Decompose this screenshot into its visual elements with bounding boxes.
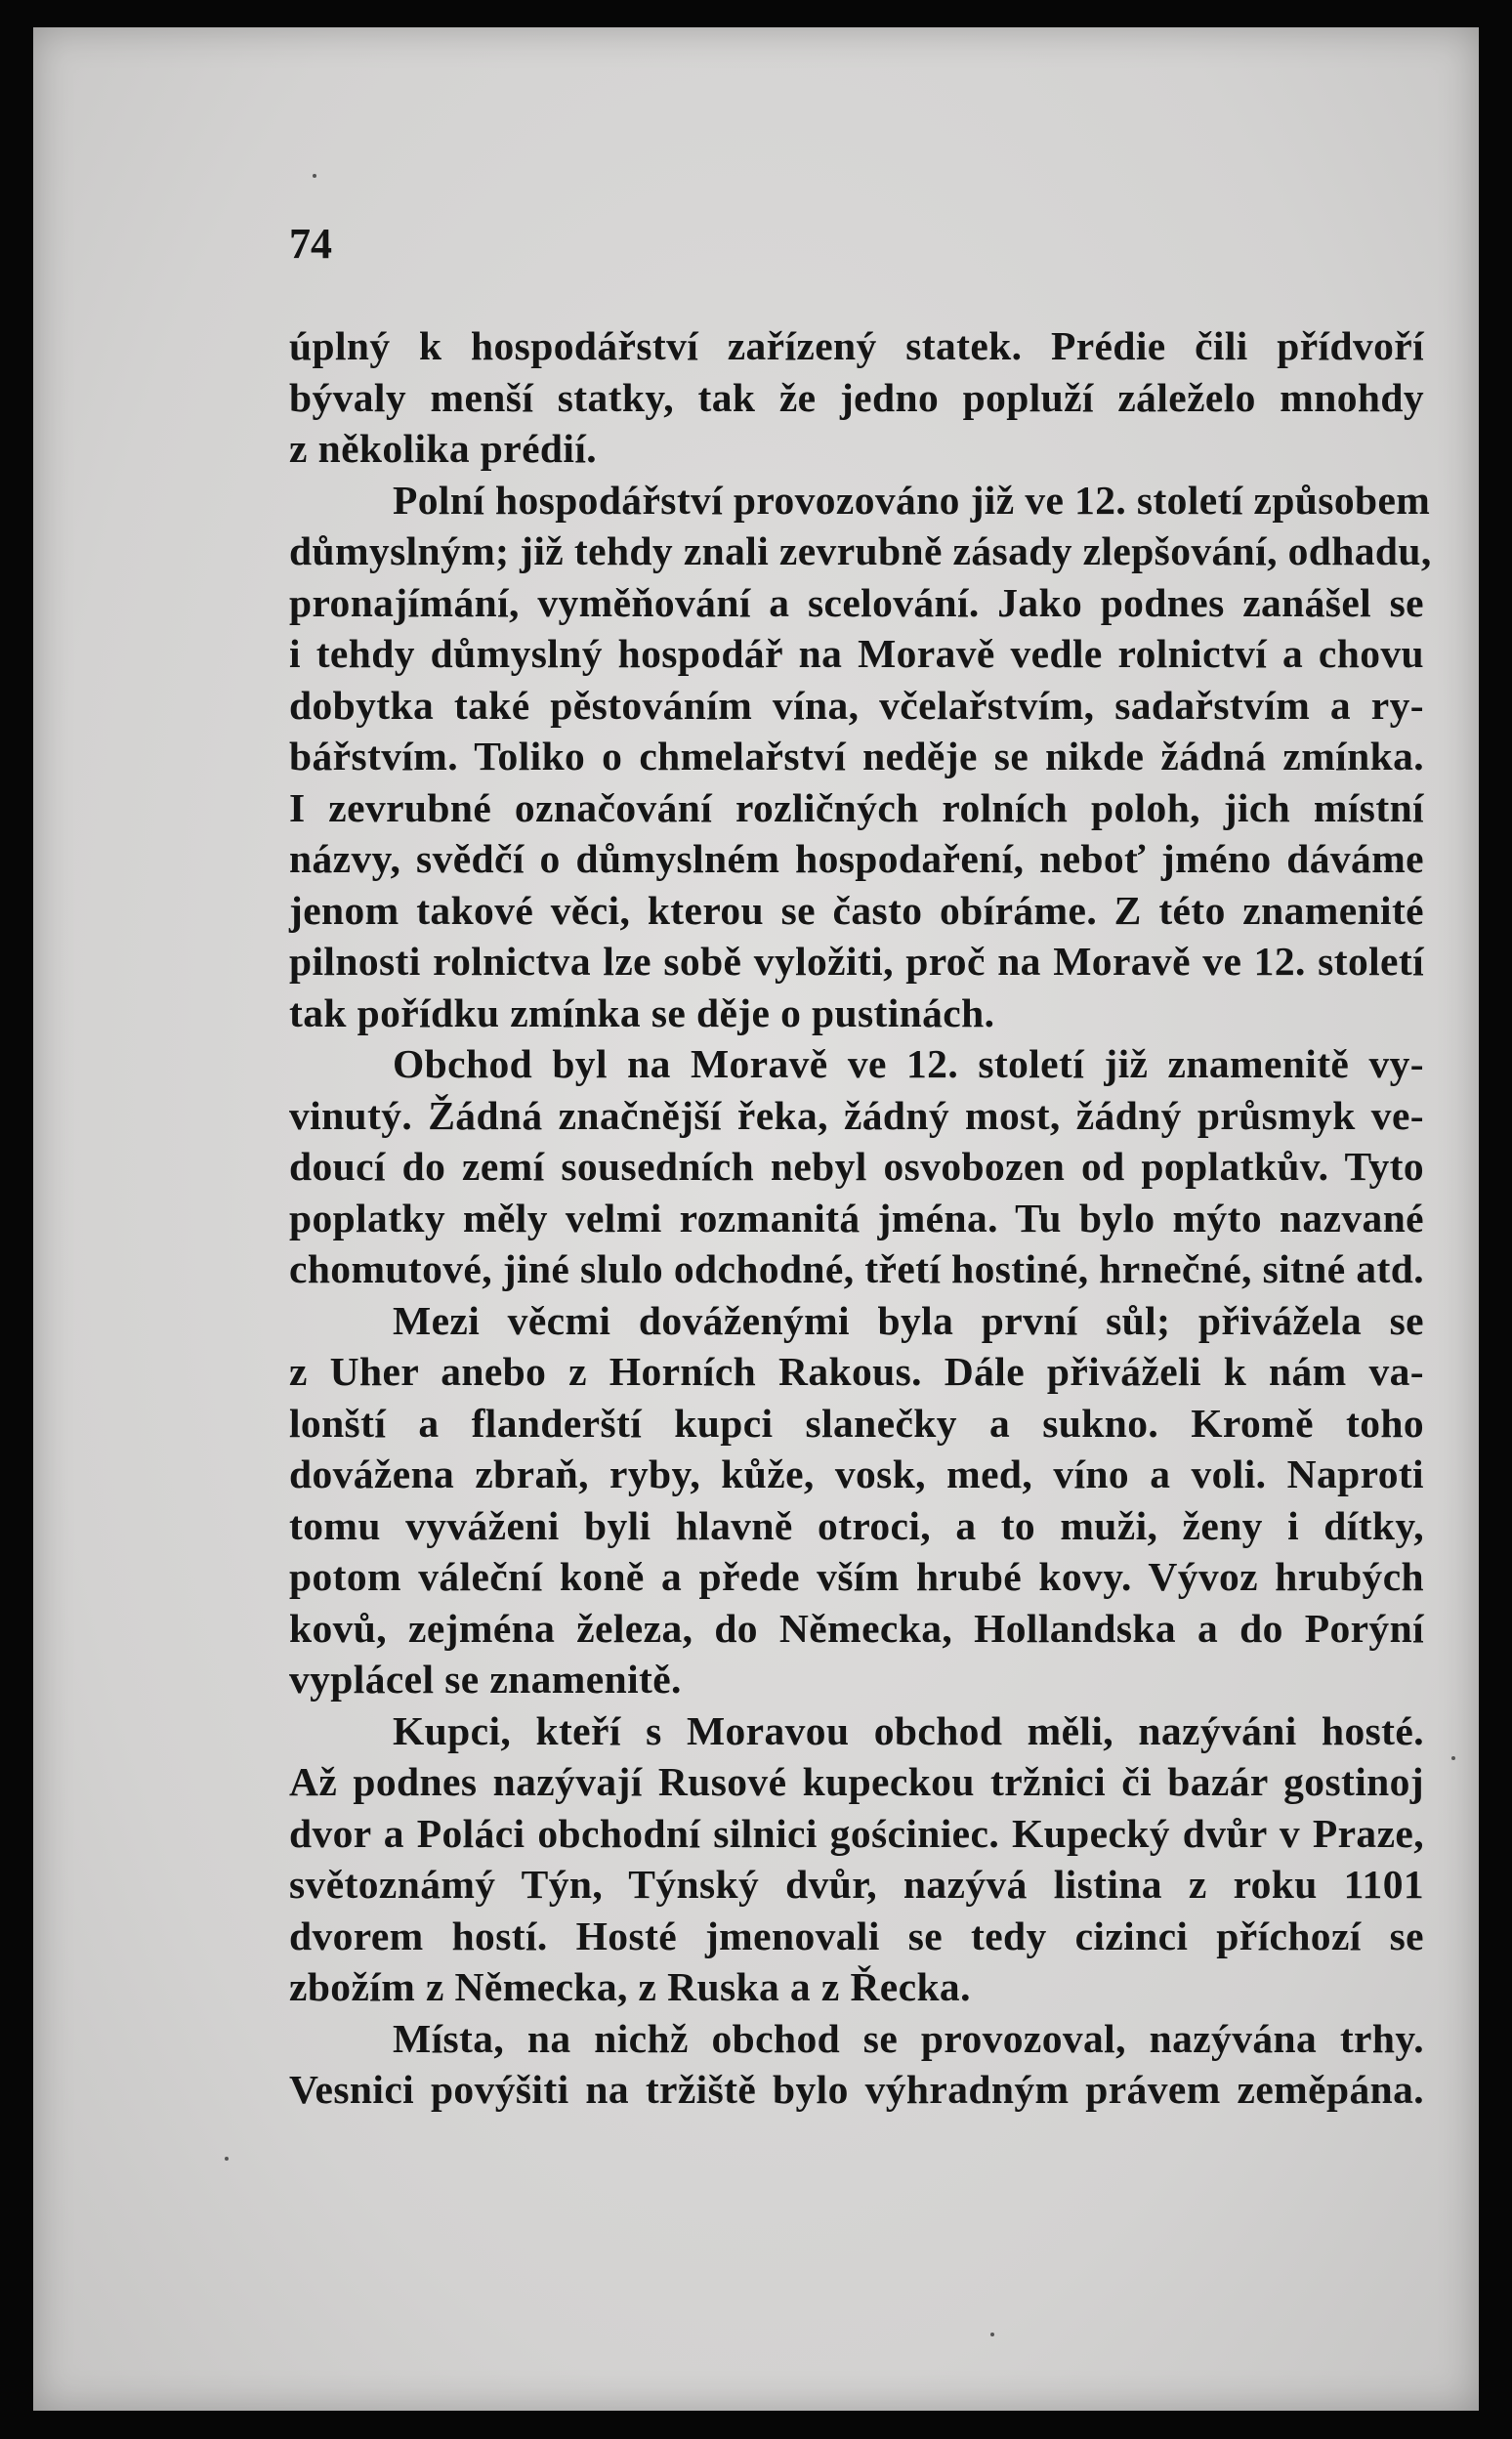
text-line: pronajímání, vyměňování a scelování. Jako podnes zanášel se bbox=[289, 579, 1424, 625]
text-line: chomutové, jiné slulo odchodné, třetí hostiné, hrnečné, sitné atd. bbox=[289, 1246, 1424, 1291]
text-line: Kupci, kteří s Moravou obchod měli, nazýváni hosté. bbox=[393, 1707, 1424, 1753]
text-line: poplatky měly velmi rozmanitá jména. Tu bylo mýto nazvané bbox=[289, 1195, 1424, 1241]
text-line: jenom takové věci, kterou se často obíráme. Z této znamenité bbox=[289, 887, 1424, 933]
text-line: z Uher anebo z Horních Rakous. Dále přiváželi k nám va- bbox=[289, 1349, 1424, 1394]
text-line: pilnosti rolnictva lze sobě vyložiti, proč na Moravě ve 12. století bbox=[289, 939, 1424, 984]
text-line: dvor a Poláci obchodní silnici gościniec. Kupecký dvůr v Praze, bbox=[289, 1810, 1424, 1856]
text-line: Vesnici povýšiti na tržiště bylo výhradným právem zeměpána. bbox=[289, 2067, 1424, 2112]
text-line: lonští a flanderští kupci slanečky a sukno. Kromě toho bbox=[289, 1400, 1424, 1446]
text-line: I zevrubné označování rozličných rolních poloh, jich místní bbox=[289, 784, 1424, 830]
text-line: dovážena zbraň, ryby, kůže, vosk, med, víno a voli. Naproti bbox=[289, 1451, 1424, 1496]
body-text bbox=[289, 320, 1432, 2116]
text-line: dvorem hostí. Hosté jmenovali se tedy cizinci příchozí se bbox=[289, 1913, 1424, 1958]
paper-speck bbox=[1451, 1756, 1455, 1760]
text-line: z několika prédií. bbox=[289, 426, 598, 471]
text-line: světoznámý Týn, Týnský dvůr, nazývá listina z roku 1101 bbox=[289, 1862, 1424, 1907]
text-line: Až podnes nazývají Rusové kupeckou tržnici či bazár gostinoj bbox=[289, 1759, 1424, 1804]
text-line: doucí do zemí sousedních nebyl osvobozen od poplatkův. Tyto bbox=[289, 1144, 1424, 1189]
paper-speck bbox=[990, 2333, 994, 2336]
text-line: vyplácel se znamenitě. bbox=[289, 1657, 682, 1702]
text-line: kovů, zejména železa, do Německa, Hollandska a do Porýní bbox=[289, 1605, 1424, 1651]
book-page bbox=[33, 27, 1479, 2411]
text-line: Obchod byl na Moravě ve 12. století již znamenitě vy- bbox=[393, 1041, 1424, 1086]
page-number: 74 bbox=[289, 220, 332, 268]
text-line: vinutý. Žádná značnější řeka, žádný most, žádný průsmyk ve- bbox=[289, 1092, 1424, 1138]
text-line: Místa, na nichž obchod se provozoval, nazývána trhy. bbox=[393, 2015, 1424, 2061]
paper-speck bbox=[313, 174, 316, 178]
text-line: názvy, svědčí o důmyslném hospodaření, neboť jméno dáváme bbox=[289, 836, 1424, 881]
text-line: Polní hospodářství provozováno již ve 12. století způsobem bbox=[393, 477, 1431, 523]
text-line: tomu vyváženi byli hlavně otroci, a to muži, ženy i dítky, bbox=[289, 1502, 1424, 1548]
text-line: bývaly menší statky, tak že jedno popluží záleželo mnohdy bbox=[289, 374, 1424, 420]
text-line: úplný k hospodářství zařízený statek. Prédie čili přídvoří bbox=[289, 323, 1424, 368]
text-line: důmyslným; již tehdy znali zevrubně zásady zlepšování, odhadu, bbox=[289, 528, 1432, 573]
paper-speck bbox=[225, 2157, 229, 2161]
text-line: zbožím z Německa, z Ruska a z Řecka. bbox=[289, 1964, 971, 2009]
text-line: i tehdy důmyslný hospodář na Moravě vedle rolnictví a chovu bbox=[289, 631, 1424, 676]
text-line: Mezi věcmi dováženými byla první sůl; přivážela se bbox=[393, 1297, 1424, 1343]
text-line: bářstvím. Toliko o chmelařství neděje se nikde žádná zmínka. bbox=[289, 734, 1424, 778]
text-line: potom váleční koně a přede vším hrubé kovy. Vývoz hrubých bbox=[289, 1554, 1424, 1599]
text-line: tak pořídku zmínka se děje o pustinách. bbox=[289, 989, 995, 1035]
text-line: dobytka také pěstováním vína, včelařstvím, sadařstvím a ry- bbox=[289, 682, 1424, 728]
